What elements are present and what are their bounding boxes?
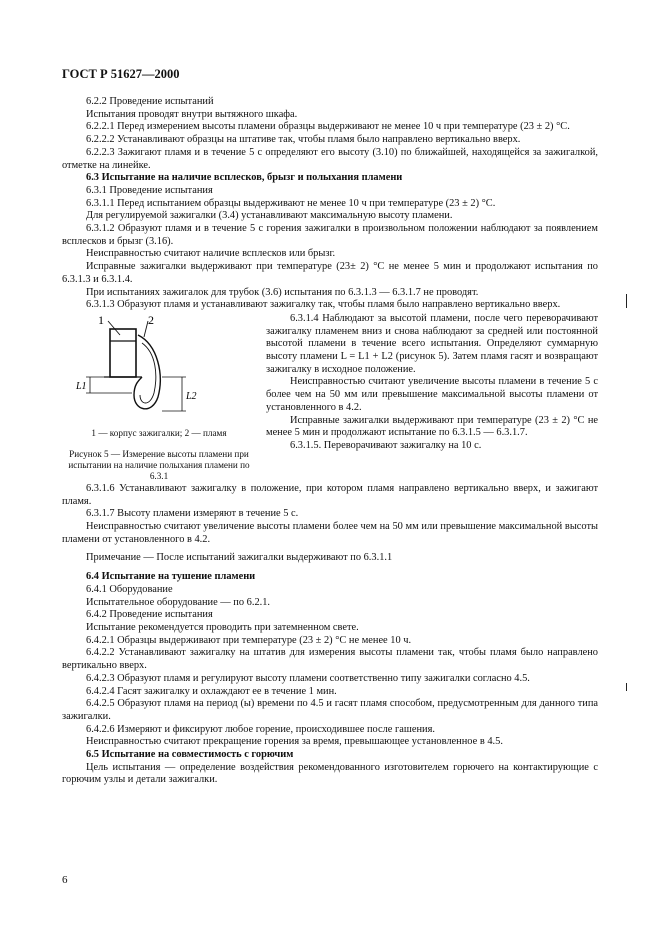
paragraph: 6.4.1 Оборудование: [86, 583, 173, 595]
document-body: [62, 96, 598, 787]
paragraph: При испытаниях зажигалок для трубок (3.6) испытания по 6.3.1.3 — 6.3.1.7 не проводят.: [86, 286, 479, 298]
margin-mark: [626, 683, 627, 691]
margin-mark: [626, 294, 627, 308]
paragraph: 6.3.1 Проведение испытания: [86, 184, 213, 196]
paragraph: 6.3.1.2 Образуют пламя и в течение 5 с горения зажигалки в произвольном положении наблюдают за появлением всплесков и брызг (3.16).: [62, 223, 598, 247]
figure-caption: Рисунок 5 — Измерение высоты пламени при испытании на наличие полыхания пламени по 6.3.1: [68, 448, 250, 481]
paragraph: 6.3.1.7 Высоту пламени измеряют в течение 5 с.: [86, 508, 299, 520]
paragraph: Неисправностью считают прекращение горения за время, превышающее установленное в 4.5.: [86, 736, 503, 748]
paragraph: Для регулируемой зажигалки (3.4) устанавливают максимальную высоту пламени.: [86, 210, 453, 222]
paragraph: Неисправностью считают увеличение высоты пламени более чем на 50 мм или превышение максимальной высоты пламени от установленного в 4.2.: [62, 521, 598, 545]
paragraph: 6.4.2.5 Образуют пламя на период (ы) времени по 4.5 и гасят пламя способом, предусмотренным для данного типа зажигалки.: [62, 698, 598, 722]
paragraph: Испытания проводят внутри вытяжного шкафа.: [86, 108, 298, 120]
paragraph: Примечание — После испытаний зажигалки выдерживают по 6.3.1.1: [86, 552, 393, 564]
label-l1: L1: [76, 380, 87, 392]
label-2: 2: [148, 314, 154, 327]
paragraph: Неисправностью считают наличие всплесков или брызг.: [86, 248, 336, 260]
top-text-block: [62, 96, 598, 312]
label-1: 1: [98, 314, 104, 327]
label-l2: L2: [186, 390, 197, 402]
paragraph: 6.4.2 Проведение испытания: [86, 609, 213, 621]
paragraph: 6.3.1.6 Устанавливают зажигалку в положение, при котором пламя направлено вертикально вверх, и зажигают пламя.: [62, 482, 598, 507]
figure-5: [62, 313, 256, 482]
paragraph: 6.3.1.5. Переворачивают зажигалку на 10 с.: [290, 439, 482, 451]
paragraph: 6.5 Испытание на совместимость с горючим: [86, 749, 294, 761]
paragraph: 6.2.2.3 Зажигают пламя и в течение 5 с определяют его высоту (3.10) по ближайшей, находящейся за зажигалкой, отметке на линейке.: [62, 146, 598, 171]
paragraph: 6.4.2.6 Измеряют и фиксируют любое горение, происходившее после гашения.: [86, 723, 435, 735]
paragraph: 6.3.1.1 Перед испытанием образцы выдерживают не менее 10 ч при температуре (23 ± 2) °С.: [86, 197, 496, 209]
paragraph: 6.4.2.1 Образцы выдерживают при температуре (23 ± 2) °С не менее 10 ч.: [86, 634, 412, 646]
figure-5-drawing: [62, 315, 252, 425]
paragraph: 6.4.2.3 Образуют пламя и регулируют высоту пламени соответственно типу зажигалки согласно 4.5.: [86, 672, 530, 684]
paragraph: 6.3 Испытание на наличие всплесков, брызг и полыхания пламени: [86, 172, 403, 184]
paragraph: Испытание рекомендуется проводить при затемненном свете.: [86, 621, 359, 633]
page-number: 6: [62, 874, 68, 886]
paragraph: 6.4 Испытание на тушение пламени: [86, 571, 256, 583]
document-header: ГОСТ Р 51627—2000: [62, 67, 180, 81]
figure-row: [62, 313, 598, 482]
side-text-block: [256, 313, 598, 482]
paragraph: 6.2.2.1 Перед измерением высоты пламени образцы выдерживают не менее 10 ч при температуре (23 ± 2) °С.: [86, 121, 570, 133]
paragraph: Исправные зажигалки выдерживают при температуре (23± 2) °С не менее 5 мин и продолжают испытания по 6.3.1.3 и 6.3.1.4.: [62, 261, 598, 285]
paragraph: 6.3.1.4 Наблюдают за высотой пламени, после чего переворачивают зажигалку пламенем вниз и снова наблюдают за средней или постоянной высотой пламени в течение всего испытания. Определяют суммарную высоту пламени L = L1 + L2 (рисунок 5). Затем пламя гасят и возвращают зажигалку в исходное положение.: [266, 312, 598, 375]
paragraph: Исправные зажигалки выдерживают при температуре (23 ± 2) °С не менее 5 мин и продолжают испытание по 6.3.1.5 — 6.3.1.7.: [266, 414, 598, 439]
lighter-body: [110, 329, 136, 377]
paragraph: 6.4.2.2 Устанавливают зажигалку на штатив для измерения высоты пламени так, чтобы пламя было направлено вертикально вверх.: [62, 647, 598, 672]
paragraph: 6.3.1.3 Образуют пламя и устанавливают зажигалку так, чтобы пламя было направлено вертикально вверх.: [86, 299, 561, 311]
figure-legend: 1 — корпус зажигалки; 2 — пламя: [91, 427, 227, 438]
bottom-text-block: [62, 483, 598, 787]
paragraph: Цель испытания — определение воздействия рекомендованного изготовителем горючего на контактирующие с горючим узлы и детали зажигалки.: [62, 761, 598, 786]
paragraph: Испытательное оборудование — по 6.2.1.: [86, 596, 271, 608]
paragraph: 6.2.2 Проведение испытаний: [86, 96, 214, 107]
paragraph: 6.4.2.4 Гасят зажигалку и охлаждают ее в течение 1 мин.: [86, 685, 337, 697]
paragraph: 6.2.2.2 Устанавливают образцы на штативе так, чтобы пламя было направлено вертикально вверх.: [86, 134, 521, 146]
paragraph: Неисправностью считают увеличение высоты пламени в течение 5 с более чем на 50 мм или превышение максимальной высоты пламени от установленного в 4.2.: [266, 376, 598, 413]
flame-outline: [134, 335, 160, 409]
